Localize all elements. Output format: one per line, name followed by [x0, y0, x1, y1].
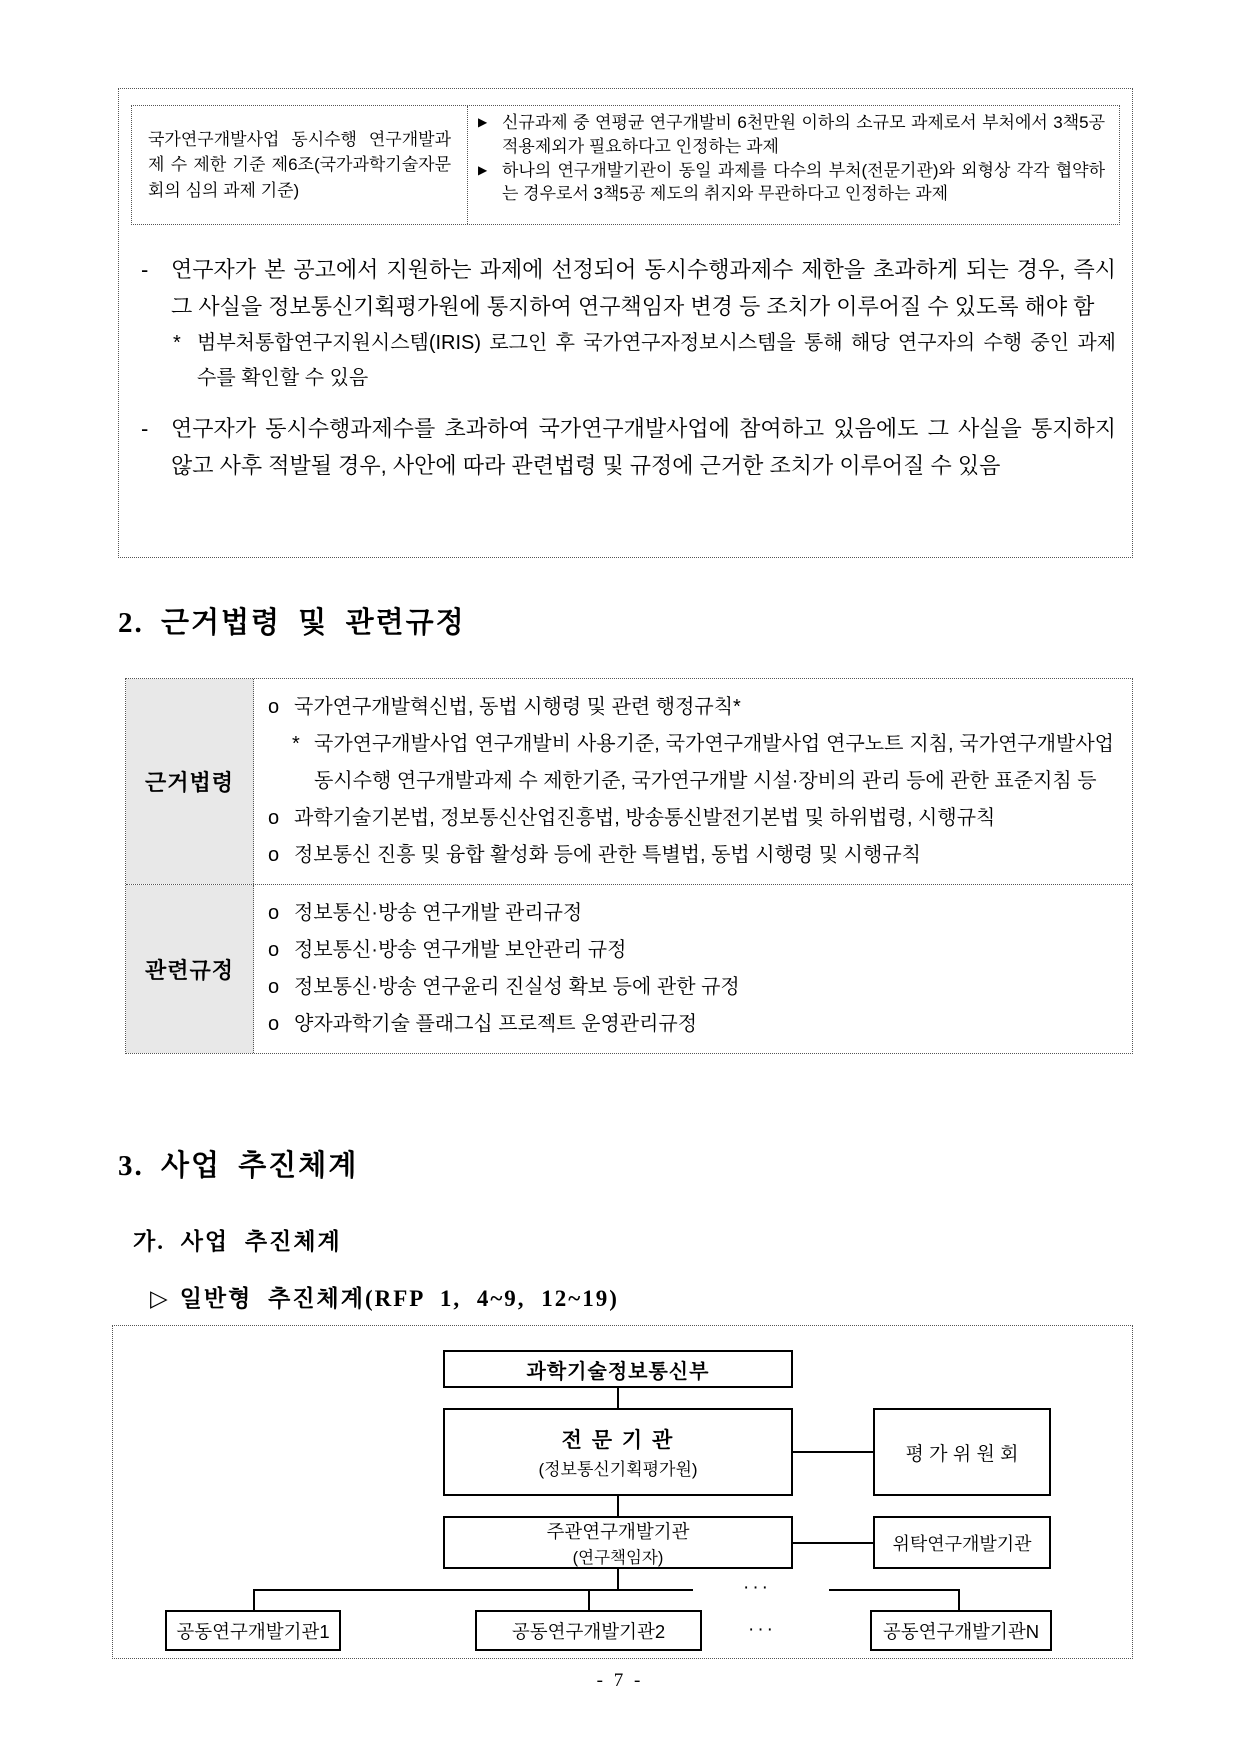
row-header-basis-law: 근거법령: [126, 679, 254, 884]
limit-criteria-label: 국가연구개발사업 동시수행 연구개발과제 수 제한 기준 제6조(국가과학기술자문회의 심의 과제 기준): [148, 129, 451, 200]
section3-sub-title: 가. 사업 추진체계: [133, 1229, 342, 1254]
branch-line-left: [253, 1589, 693, 1591]
bullet-text: 신규과제 중 연평균 연구개발비 6천만원 이하의 소규모 과제로서 부처에서 3책5공 적용제외가 필요하다고 인정하는 과제: [502, 113, 1105, 156]
agency-title: 전 문 기 관: [561, 1429, 675, 1452]
item-text: 국가연구개발혁신법, 동법 시행령 및 관련 행정규칙*: [294, 696, 741, 718]
list-item: [268, 726, 1114, 800]
item-text: 정보통신·방송 연구윤리 진실성 확보 등에 관한 규정: [294, 976, 740, 998]
diagram-caption: [150, 1280, 619, 1313]
joint-org-box-n: 공동연구개발기관N: [870, 1610, 1052, 1651]
list-item: [268, 1006, 1114, 1043]
o-bullet: o: [268, 1013, 280, 1035]
joint-org-box-1: 공동연구개발기관1: [165, 1610, 341, 1651]
paragraph-text: 연구자가 본 공고에서 지원하는 과제에 선정되어 동시수행과제수 제한을 초과하게 되는 경우, 즉시 그 사실을 정보통신기획평가원에 통지하여 연구책임자 변경 등 조치가 이루어질 수 있도록 해야 함: [171, 257, 1116, 319]
lead-org-subtitle: (연구책임자): [572, 1548, 664, 1567]
row-body-related-regulation: [254, 885, 1132, 1053]
evaluation-committee-box: 평 가 위 원 회: [873, 1408, 1051, 1496]
connector-joint2: [588, 1589, 590, 1610]
org-chart: [112, 1325, 1133, 1659]
agency-subtitle: (정보통신기획평가원): [538, 1460, 698, 1479]
diagram-caption-text: 일반형 추진체계(RFP 1, 4~9, 12~19): [179, 1286, 619, 1311]
paragraph-text: 연구자가 동시수행과제수를 초과하여 국가연구개발사업에 참여하고 있음에도 그 사실을 통지하지 않고 사후 적발될 경우, 사안에 따라 관련법령 및 규정에 근거한 조치가 이루어질 수 있음: [171, 416, 1116, 478]
connector-jointN: [958, 1589, 960, 1610]
consigned-org-box: 위탁연구개발기관: [873, 1516, 1051, 1569]
item-text: 정보통신 진흥 및 융합 활성화 등에 관한 특별법, 동법 시행령 및 시행규칙: [294, 844, 921, 866]
list-item: [478, 111, 1105, 159]
ellipsis: ···: [743, 1577, 771, 1598]
list-item: [268, 932, 1114, 969]
lead-org-box: [443, 1516, 793, 1569]
agency-box: [443, 1408, 793, 1496]
item-text: 국가연구개발사업 연구개발비 사용기준, 국가연구개발사업 연구노트 지침, 국가연구개발사업 동시수행 연구개발과제 수 제한기준, 국가연구개발 시설·장비의 관리 등에 관한 표준지침 등: [314, 733, 1114, 792]
connector-joint1: [253, 1589, 255, 1610]
section3-title: 3. 사업 추진체계: [118, 1150, 359, 1182]
item-text: 정보통신·방송 연구개발 보안관리 규정: [294, 939, 627, 961]
row-header-related-regulation: 관련규정: [126, 885, 254, 1053]
asterisk-marker: *: [173, 332, 181, 354]
table-row-basis-law: [126, 679, 1132, 884]
list-item: [268, 689, 1114, 726]
dash-bullet: -: [141, 416, 149, 441]
asterisk-marker: *: [292, 733, 300, 755]
lead-org-title: 주관연구개발기관: [546, 1520, 690, 1542]
law-regulation-table: [125, 678, 1133, 1054]
subnote-text: 범부처통합연구지원시스템(IRIS) 로그인 후 국가연구자정보시스템을 통해 해당 연구자의 수행 중인 과제 수를 확인할 수 있음: [197, 332, 1116, 389]
limit-criteria-label-cell: [132, 106, 468, 224]
section2-title: 2. 근거법령 및 관련규정: [118, 607, 466, 639]
connector-lead-branch: [617, 1569, 619, 1590]
item-text: 양자과학기술 플래그십 프로젝트 운영관리규정: [294, 1013, 698, 1035]
ellipsis: ···: [748, 1619, 776, 1640]
connector-lead-consigned: [793, 1542, 873, 1544]
list-item: [268, 895, 1114, 932]
row-body-basis-law: [254, 679, 1132, 884]
item-text: 과학기술기본법, 정보통신산업진흥법, 방송통신발전기본법 및 하위법령, 시행규칙: [294, 807, 996, 829]
joint-org-box-2: 공동연구개발기관2: [475, 1610, 702, 1651]
limit-criteria-table: [131, 105, 1120, 225]
notice-body: [135, 251, 1116, 484]
triangle-bullet-icon: ▶: [478, 162, 488, 177]
list-item: [478, 159, 1105, 207]
table-row-related-regulation: [126, 884, 1132, 1053]
note-subnote: [135, 326, 1116, 396]
list-item: [268, 800, 1114, 837]
bullet-text: 하나의 연구개발기관이 동일 과제를 다수의 부처(전문기관)와 외형상 각각 협약하는 경우로서 3책5공 제도의 취지와 무관하다고 인정하는 과제: [502, 160, 1105, 204]
branch-line-right: [829, 1589, 959, 1591]
dash-bullet: -: [141, 257, 149, 282]
connector-ministry-agency: [617, 1388, 619, 1408]
o-bullet: o: [268, 696, 280, 718]
ministry-box: 과학기술정보통신부: [443, 1350, 793, 1388]
connector-agency-evaluation: [793, 1451, 873, 1453]
limit-criteria-detail-cell: [468, 106, 1119, 224]
note-paragraph: [135, 251, 1116, 325]
o-bullet: o: [268, 939, 280, 961]
o-bullet: o: [268, 902, 280, 924]
item-text: 정보통신·방송 연구개발 관리규정: [294, 902, 583, 924]
list-item: [268, 969, 1114, 1006]
o-bullet: o: [268, 844, 280, 866]
page-number: - 7 -: [596, 1670, 644, 1691]
list-item: [268, 837, 1114, 874]
note-paragraph: [135, 410, 1116, 484]
notice-box: [118, 88, 1133, 558]
connector-agency-lead: [617, 1496, 619, 1516]
o-bullet: o: [268, 976, 280, 998]
o-bullet: o: [268, 807, 280, 829]
triangle-bullet-icon: ▶: [478, 115, 488, 129]
triangle-outline-icon: ▷: [150, 1286, 170, 1311]
